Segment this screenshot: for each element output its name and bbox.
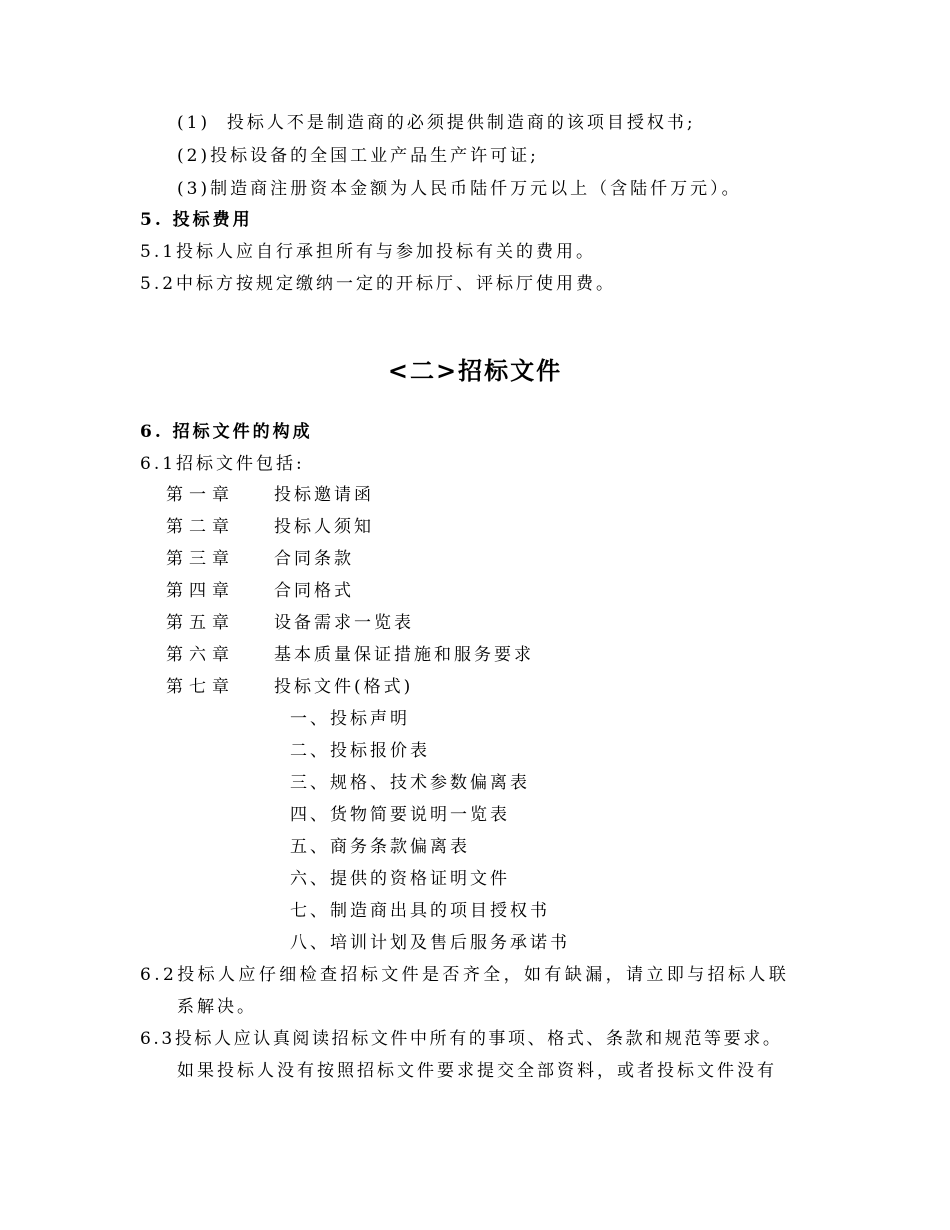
section-6-heading: 6. 招标文件的构成: [140, 422, 313, 442]
paragraph-6-1: 6.1招标文件包括:: [140, 454, 305, 474]
subitem: 三、规格、技术参数偏离表: [290, 773, 530, 793]
chapter-number: 第三章: [166, 549, 235, 569]
chapter-title: 合同条款: [274, 549, 354, 569]
chapter-title: 合同格式: [274, 581, 354, 601]
paragraph-6-3-line-2: 如果投标人没有按照招标文件要求提交全部资料，或者投标文件没有: [177, 1061, 777, 1081]
subitem: 五、商务条款偏离表: [290, 837, 470, 857]
chapter-title: 投标文件(格式): [274, 677, 414, 697]
paragraph-6-2-line-2: 系解决。: [177, 997, 257, 1017]
chapter-number: 第四章: [166, 581, 235, 601]
item-2: (2)投标设备的全国工业产品生产许可证;: [177, 146, 539, 166]
subitem: 四、货物简要说明一览表: [290, 805, 510, 825]
subitem: 二、投标报价表: [290, 741, 430, 761]
subitem: 八、培训计划及售后服务承诺书: [290, 933, 570, 953]
chapter-number: 第五章: [166, 613, 235, 633]
paragraph-6-2-line-1: 6.2投标人应仔细检查招标文件是否齐全，如有缺漏，请立即与招标人联: [140, 965, 790, 985]
chapter-number: 第一章: [166, 485, 235, 505]
chapter-title: 基本质量保证措施和服务要求: [274, 645, 534, 665]
item-3: (3)制造商注册资本金额为人民币陆仟万元以上（含陆仟万元）。: [177, 179, 742, 199]
subitem: 七、制造商出具的项目授权书: [290, 901, 550, 921]
part-title: <二>招标文件: [387, 356, 563, 385]
paragraph-5-2: 5.2中标方按规定缴纳一定的开标厅、评标厅使用费。: [140, 274, 617, 294]
paragraph-5-1: 5.1投标人应自行承担所有与参加投标有关的费用。: [140, 242, 597, 262]
section-5-heading: 5. 投标费用: [140, 210, 253, 230]
chapter-number: 第六章: [166, 645, 235, 665]
chapter-title: 投标人须知: [274, 517, 374, 537]
item-1: (1) 投标人不是制造商的必须提供制造商的该项目授权书;: [177, 113, 696, 133]
chapter-number: 第七章: [166, 677, 235, 697]
chapter-title: 投标邀请函: [274, 485, 374, 505]
subitem: 六、提供的资格证明文件: [290, 869, 510, 889]
chapter-title: 设备需求一览表: [274, 613, 414, 633]
chapter-number: 第二章: [166, 517, 235, 537]
paragraph-6-3-line-1: 6.3投标人应认真阅读招标文件中所有的事项、格式、条款和规范等要求。: [140, 1029, 783, 1049]
subitem: 一、投标声明: [290, 709, 410, 729]
